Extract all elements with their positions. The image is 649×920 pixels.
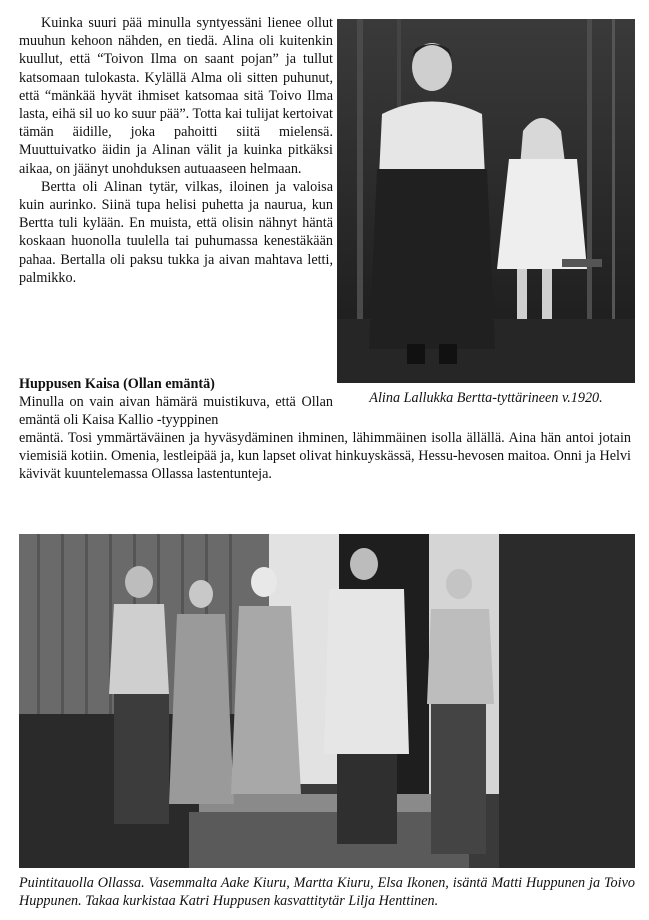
section-heading: Huppusen Kaisa (Ollan emäntä) bbox=[19, 376, 215, 392]
section-text-wide: emäntä. Tosi ymmärtäväinen ja hyväsydäminen ihminen, lähimmäinen isolla ällällä. Aina hän antoi jotain viemisiä kotiin. Omenia, lestleipää ja, kun lapset olivat hinkuyskässä, Hessu-hevosen maitoa. Onni ja Helvi kävivät kuuntelemassa Ollassa lastentunteja. bbox=[19, 430, 631, 483]
photo-threshing-break bbox=[19, 534, 635, 868]
photo-alina-and-bertta bbox=[337, 19, 635, 383]
photo-threshing-break-image bbox=[19, 534, 635, 868]
photo-alina-and-bertta-caption: Alina Lallukka Bertta-tyttärineen v.1920. bbox=[369, 390, 603, 406]
photo-alina-and-bertta-image bbox=[337, 19, 635, 383]
intro-paragraph-2: Bertta oli Alinan tytär, vilkas, iloinen ja valoisa kuin aurinko. Siinä tupa helisi puhetta ja naurua, kun Bertta tuli kylään. En muista, että olisin nähnyt häntä koskaan huonolla tuulella tai puhumassa kenestäkään pahaa. Bertalla oli paksu tukka ja aivan mahtava letti, palmikko. bbox=[19, 178, 333, 286]
intro-paragraph-1: Kuinka suuri pää minulla syntyessäni lienee ollut muuhun kehoon nähden, en tiedä. Alina oli kuitenkin kuullut, että “Toivon Ilma on saant pojan” ja tullut katsomaan tulokasta. Kylällä Alma oli sitten puhunut, että “mänkää hyvät ihmiset katsomaa sitä Toivo Ilma lasta, eihä sil uo ko suur pää”. Totta kai tulijat kertoivat tämän äidille, joka pahoitti siitä mielensä. Muuttuivatko äidin ja Alinan välit ja kuinka pitkäksi aikaa, on jäänyt unohduksen autuaaseen helmaan. bbox=[19, 15, 333, 177]
section-text-narrow: Minulla on vain aivan hämärä muistikuva, että Ollan emäntä oli Kaisa Kallio -tyyppinen bbox=[19, 394, 333, 429]
intro-text bbox=[19, 14, 333, 287]
photo-threshing-break-caption: Puintitauolla Ollassa. Vasemmalta Aake Kiuru, Martta Kiuru, Elsa Ikonen, isäntä Matti Huppunen ja Toivo Huppunen. Takaa kurkistaa Katri Huppusen kasvattitytär Lilja Henttinen. bbox=[19, 875, 635, 910]
